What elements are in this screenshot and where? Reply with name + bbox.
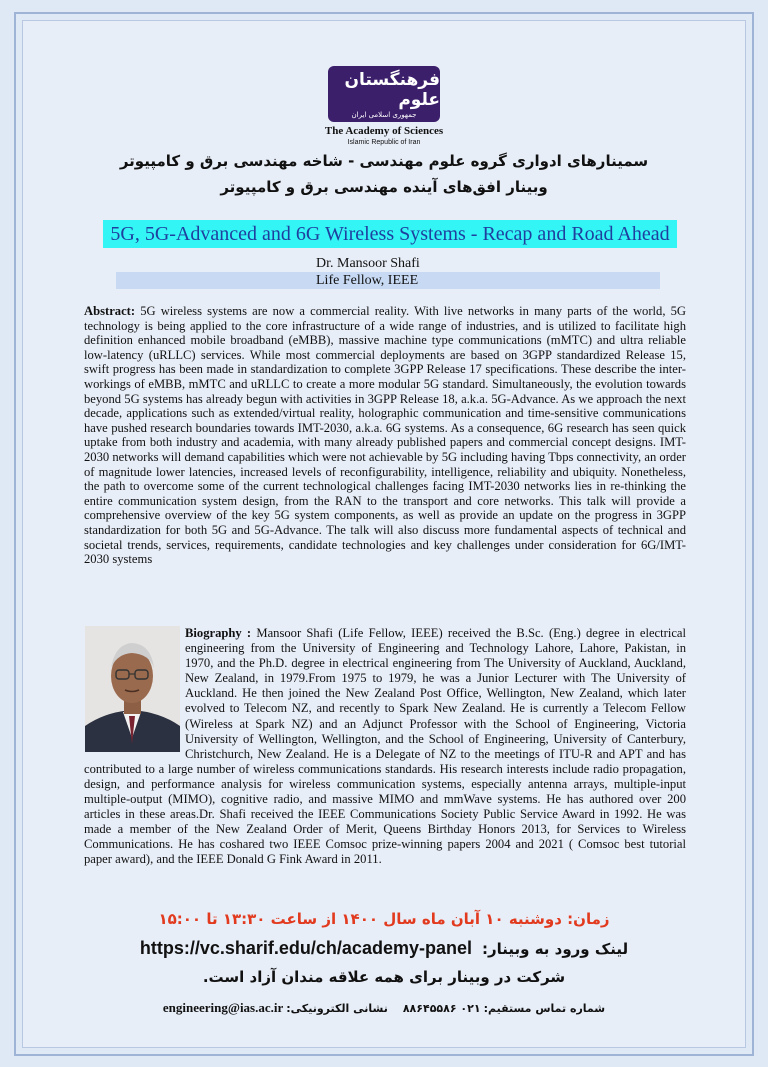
contact-email[interactable]: engineering@ias.ac.ir (162, 1000, 284, 1015)
speaker-name: Dr. Mansoor Shafi (316, 256, 420, 271)
event-datetime: زمان: دوشنبه ۱۰ آبان ماه سال ۱۴۰۰ از ساعت ۱۳:۳۰ تا ۱۵:۰۰ (158, 910, 610, 928)
speaker-position: Life Fellow, IEEE (316, 273, 419, 288)
email-label: نشانی الکترونیکی: (286, 1002, 388, 1015)
talk-title: 5G, 5G-Advanced and 6G Wireless Systems - Recap and Road Ahead (103, 220, 677, 248)
webinar-link[interactable]: https://vc.sharif.edu/ch/academy-panel (139, 938, 472, 958)
biography-label: Biography : (185, 626, 252, 640)
abstract-label: Abstract: (84, 304, 136, 318)
biography-text: Mansoor Shafi (Life Fellow, IEEE) received the B.Sc. (Eng.) degree in electrical engineering from the University of Engineering and Technology Lahore, Lahore, Pakistan, in 1970, and the Ph.D. degree in electrical engineering from The University of Auckland, Auckland, New Zealand, in 1979.From 1975 to 1979, he was a Junior Lecturer with The University of Auckland. He then joined the New Zealand Post Office, Wellington, New Zealand, which later evolved to Telecom NZ, and recently to Spark New Zealand. He is currently a Telecom Fellow (Wireless at Spark NZ) and an Adjunct Professor with the School of Engineering, Victoria University of Wellington, Wellington, and the School of Engineering, University of Canterbury, Christchurch, New Zealand. He is a Delegate of NZ to the meetings of ITU-R and APT and has contributed to a large number of wireless communications standards. His research interests include radio propagation, design, and performance analysis for wireless communication systems, especially antenna arrays, multiple-input multiple-output (MIMO), cognitive radio, and massive MIMO and mmWave systems. He has authored over 200 articles in these areas.Dr. Shafi received the IEEE Communications Society Public Service Award in 1992. He was made a member of the New Zealand Order of Merit, Queens Birthday Honors 2013, for Services to Wireless Communications. He has coshared two IEEE Comsoc prize-winning papers 2004 and 2021 ( Comsoc best tutorial paper award), and the IEEE Donald G Fink Award in 2011. (84, 626, 686, 867)
webinar-link-row (0, 938, 768, 959)
academy-logo (328, 66, 440, 122)
webinar-link-label: لینک ورود به وبینار: (482, 940, 629, 958)
logo-subtext: جمهوری اسلامی ایران (351, 110, 417, 119)
abstract-text: 5G wireless systems are now a commercial reality. With live networks in many parts of the world, 5G technology is being applied to the core infrastructure of a wide range of industries, and is utilized to facilitate high definition enhanced mobile broadband (eMBB), massive machine type communications (mMTC) and ultra reliable low-latency (uRLLC) services. While most commercial deployments are based on 3GPP standardized Release 15, swift progress has been made in standardization to complete 3GPP Release 17 specifications. These describe the inter-workings of eMBB, mMTC and uRLLC to create a more modular 5G standard. Simultaneously, the evolution towards beyond 5G systems has already begun with activities in 3GPP Release 18, a.k.a. 5G-Advance. As we approach the next decade, applications such as extended/virtual reality, holographic communication and time-sensitive communications have pushed research boundaries towards IMT-2030, a.k.a. 6G systems. As a consequence, 6G research has seen quick uptake from both industry and academia, with many already published papers and commercial concept designs. IMT-2030 networks will demand capabilities which were not achievable by 5G including having Tbps connectivity, an order of magnitude lower latencies, increased levels of reconfigurability, intelligence, reliability and ubiquity. Nonetheless, the path to overcome some of the current technological challenges facing IMT-2030 networks lies in re-thinking the entire communication system design, from the RAN to the transport and core networks. This talk will provide a comprehensive overview of the key 5G system components, as well as provide an update on the progress in 3GPP standardization for both 5G and 5G-Advance. The talk will also discuss more fundamental aspects of technical and societal trends, services, requirements, candidate technologies and key challenges under consideration for 6G/IMT-2030 systems (84, 304, 686, 567)
free-attendance-note: شرکت در وبینار برای همه علاقه مندان آزاد است. (202, 968, 566, 986)
logo-script: فرهنگستان علوم (344, 69, 440, 110)
abstract (84, 304, 686, 567)
persian-header-line1: سمینارهای ادواری گروه علوم مهندسی - شاخه مهندسی برق و کامپیوتر (119, 152, 649, 170)
persian-header-line2: وبینار افق‌های آینده مهندسی برق و کامپیوتر (220, 178, 548, 196)
biography (84, 626, 686, 868)
contact-row (0, 1000, 768, 1016)
phone-label: شماره تماس مستقیم: (483, 1002, 606, 1015)
phone-number: ۰۲۱ ۸۸۶۴۵۵۸۶ (402, 1002, 481, 1015)
academy-subtitle: Islamic Republic of Iran (347, 139, 421, 146)
academy-name: The Academy of Sciences (324, 125, 444, 137)
